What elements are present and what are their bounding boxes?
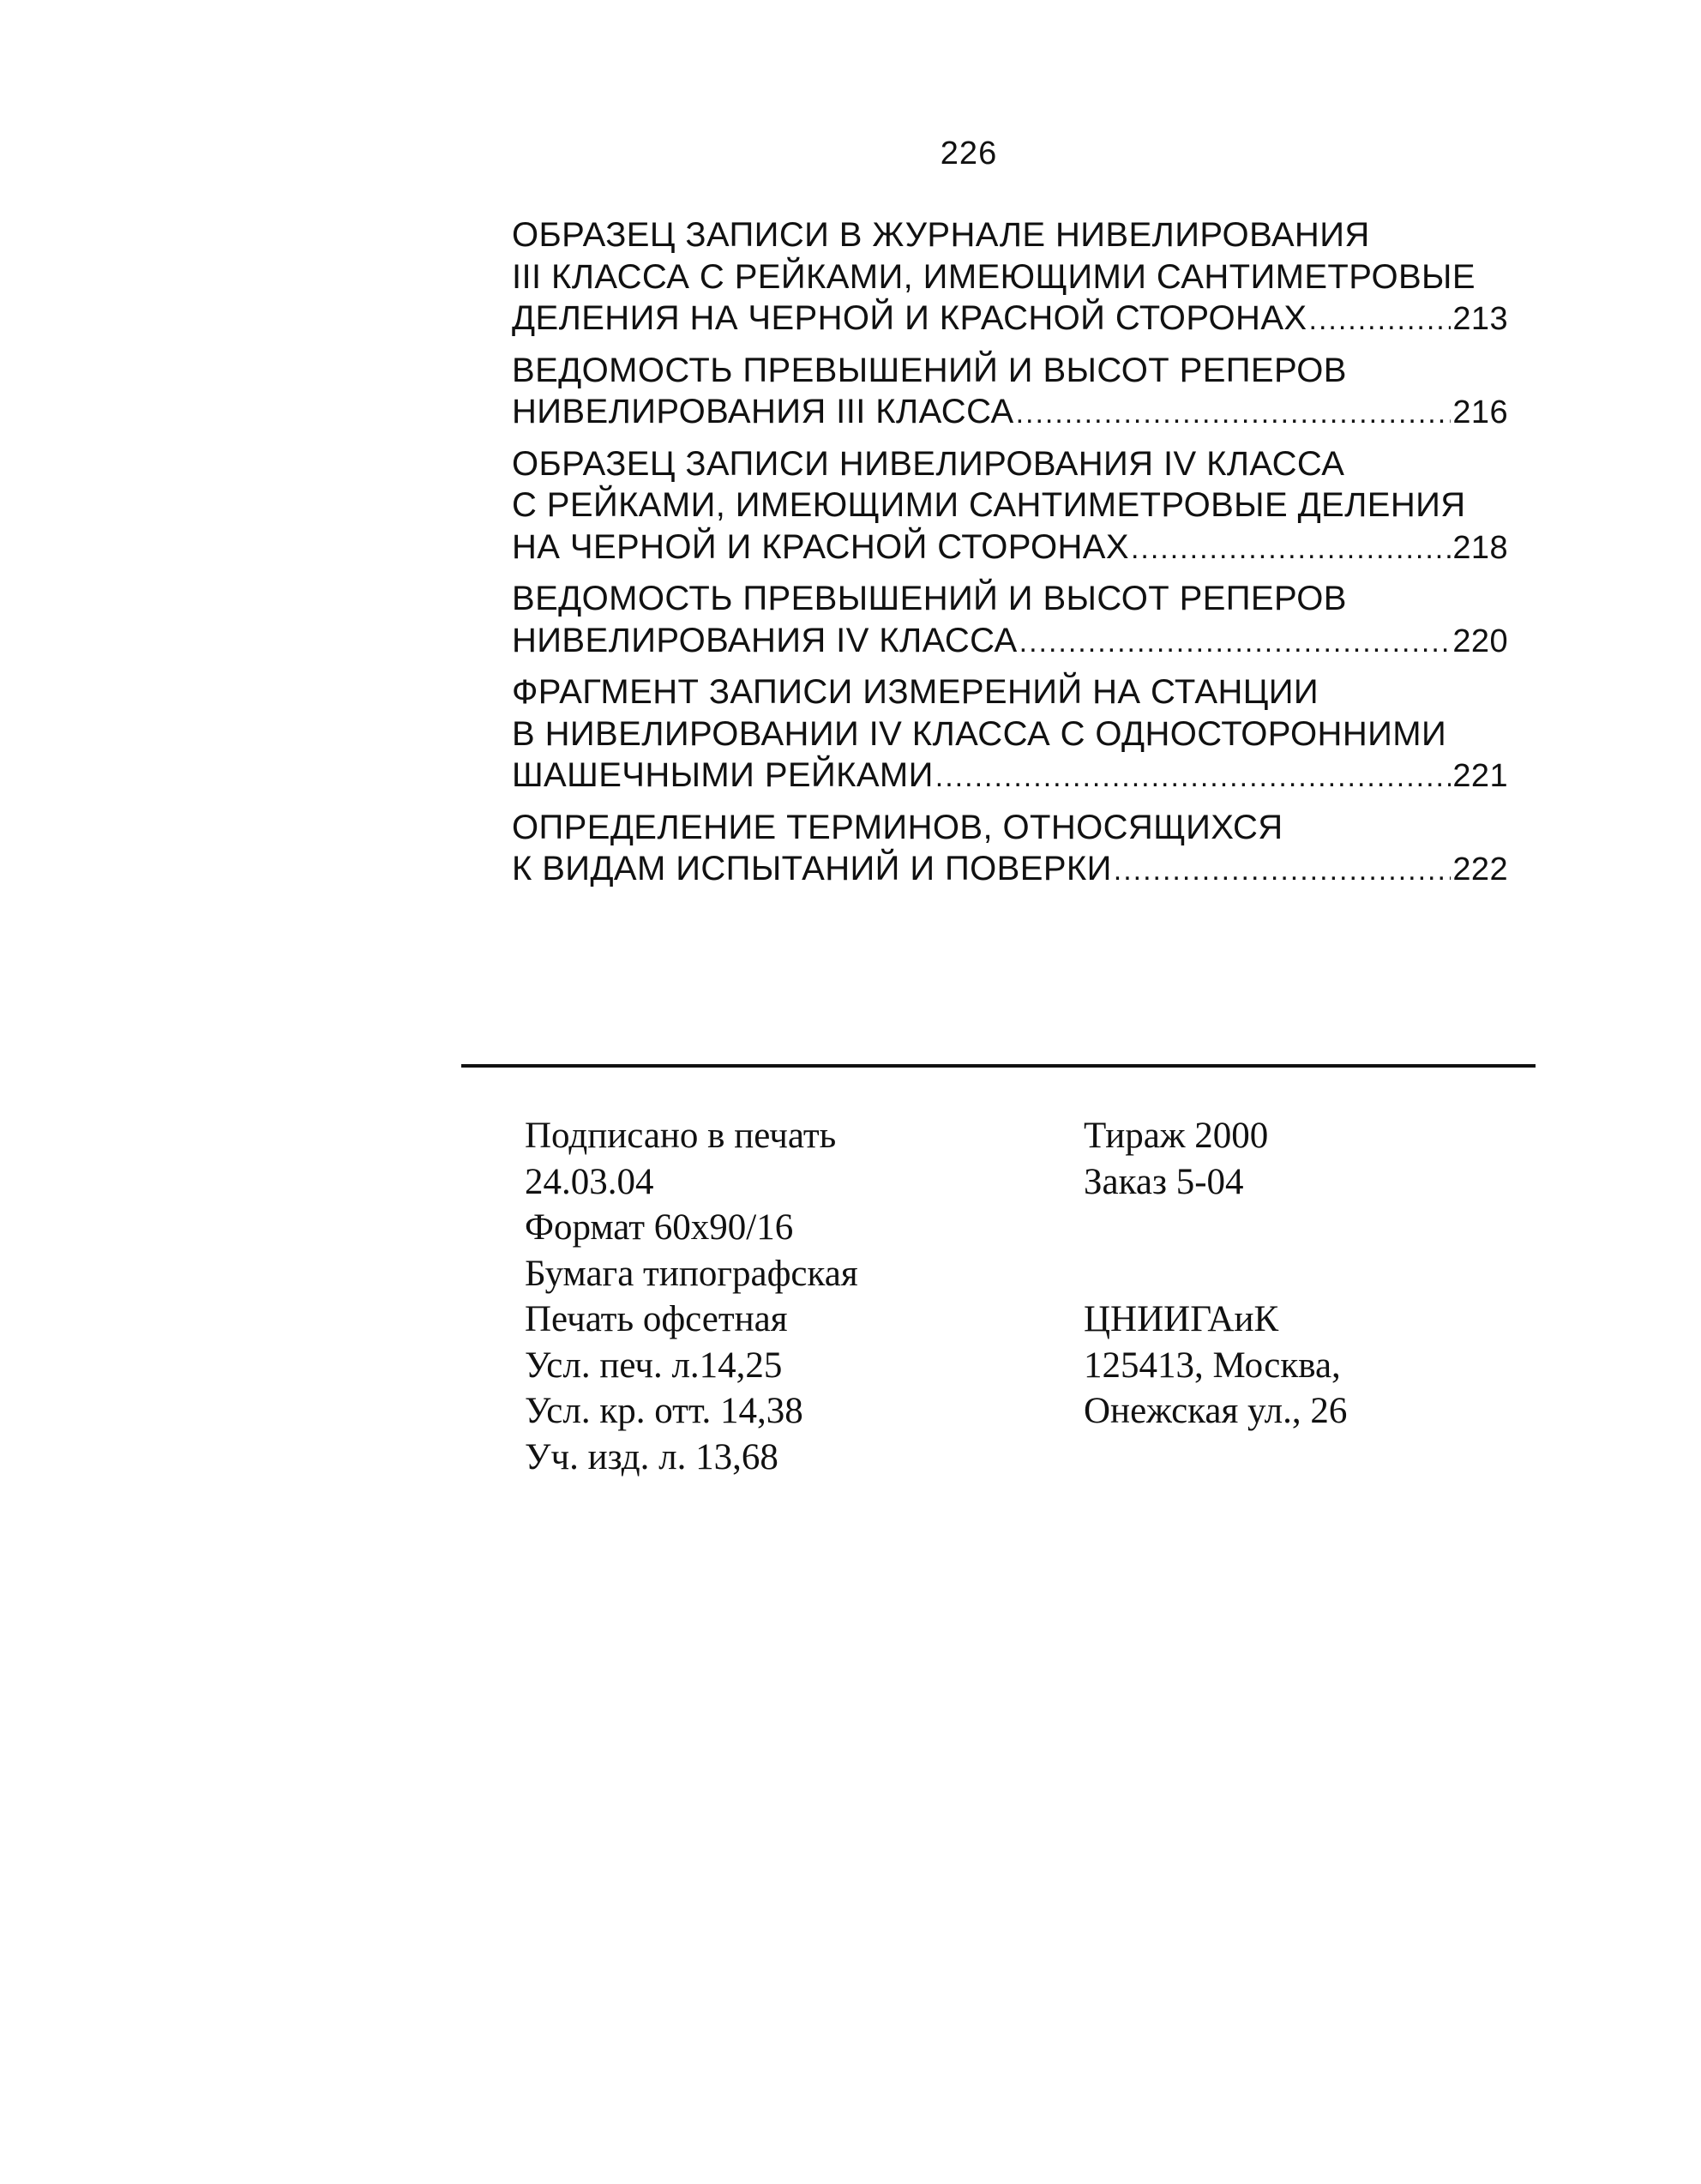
- printing-type: Печать офсетная: [525, 1299, 788, 1339]
- toc-entry: [512, 807, 1508, 892]
- toc-entry-last-line: [512, 755, 1508, 798]
- dot-leader: [935, 756, 1452, 798]
- toc-entry-last-line: [512, 526, 1508, 570]
- dot-leader: [1114, 850, 1452, 892]
- toc-page-number: 220: [1452, 623, 1508, 659]
- toc-entry-last-line: [512, 620, 1508, 664]
- print-sheets: Усл. печ. л.14,25: [525, 1345, 783, 1386]
- toc-entry-line: ВЕДОМОСТЬ ПРЕВЫШЕНИЙ И ВЫСОТ РЕПЕРОВ: [512, 351, 1347, 389]
- toc-entry-line: ВЕДОМОСТЬ ПРЕВЫШЕНИЙ И ВЫСОТ РЕПЕРОВ: [512, 580, 1347, 617]
- toc-entry-line: В НИВЕЛИРОВАНИИ IV КЛАССА С ОДНОСТОРОННИМИ: [512, 714, 1447, 753]
- publisher-name: ЦНИИГАиК: [1084, 1299, 1279, 1339]
- toc-entry-line: ОБРАЗЕЦ ЗАПИСИ НИВЕЛИРОВАНИЯ IV КЛАССА: [512, 444, 1345, 483]
- table-of-contents: [512, 214, 1508, 900]
- toc-page-number: 213: [1452, 301, 1508, 337]
- format: Формат 60x90/16: [525, 1207, 794, 1248]
- color-prints: Усл. кр. отт. 14,38: [525, 1391, 803, 1431]
- toc-entry-line: С РЕЙКАМИ, ИМЕЮЩИМИ САНТИМЕТРОВЫЕ ДЕЛЕНИЯ: [512, 486, 1466, 524]
- toc-entry: [512, 350, 1508, 435]
- toc-entry-line: ОПРЕДЕЛЕНИЕ ТЕРМИНОВ, ОТНОСЯЩИХСЯ: [512, 808, 1283, 846]
- toc-entry-line: ДЕЛЕНИЯ НА ЧЕРНОЙ И КРАСНОЙ СТОРОНАХ: [512, 299, 1307, 337]
- toc-entry-last-line: [512, 848, 1508, 892]
- signed-date: 24.03.04: [525, 1161, 654, 1202]
- divider-rule: [461, 1064, 1536, 1068]
- dot-leader: [1016, 393, 1452, 435]
- order-number: Заказ 5-04: [1084, 1161, 1244, 1202]
- toc-entry-last-line: [512, 391, 1508, 435]
- toc-entry-line: ФРАГМЕНТ ЗАПИСИ ИЗМЕРЕНИЙ НА СТАНЦИИ: [512, 673, 1319, 711]
- signed-label: Подписано в печать: [525, 1116, 837, 1156]
- toc-entry-line: III КЛАССА С РЕЙКАМИ, ИМЕЮЩИМИ САНТИМЕТРОВЫЕ: [512, 257, 1476, 296]
- toc-page-number: 221: [1452, 758, 1508, 794]
- imprint-details: [525, 1113, 858, 1480]
- toc-entry: [512, 671, 1508, 798]
- paper-type: Бумага типографская: [525, 1253, 858, 1294]
- toc-entry-last-line: [512, 298, 1508, 341]
- publisher-city: 125413, Москва,: [1084, 1345, 1341, 1386]
- page-number: 226: [940, 135, 998, 171]
- circulation: Тираж 2000: [1084, 1116, 1269, 1156]
- toc-entry-line: НА ЧЕРНОЙ И КРАСНОЙ СТОРОНАХ: [512, 527, 1129, 566]
- imprint-publisher: [1084, 1113, 1347, 1435]
- toc-entry: [512, 214, 1508, 341]
- dot-leader: [1131, 528, 1451, 570]
- toc-entry-line: К ВИДАМ ИСПЫТАНИЙ И ПОВЕРКИ: [512, 850, 1112, 887]
- toc-page-number: 222: [1452, 851, 1508, 887]
- toc-entry-line: ОБРАЗЕЦ ЗАПИСИ В ЖУРНАЛЕ НИВЕЛИРОВАНИЯ: [512, 216, 1370, 254]
- publisher-street: Онежская ул., 26: [1084, 1391, 1348, 1431]
- toc-page-number: 216: [1452, 394, 1508, 430]
- toc-entry-line: НИВЕЛИРОВАНИЯ IV КЛАССА: [512, 621, 1018, 659]
- dot-leader: [1309, 299, 1452, 341]
- toc-entry: [512, 443, 1508, 570]
- toc-page-number: 218: [1452, 529, 1508, 566]
- publisher-sheets: Уч. изд. л. 13,68: [525, 1436, 778, 1477]
- spacer: [1084, 1205, 1347, 1297]
- toc-entry-line: НИВЕЛИРОВАНИЯ III КЛАССА: [512, 393, 1014, 430]
- dot-leader: [1019, 622, 1452, 664]
- toc-entry: [512, 578, 1508, 663]
- toc-entry-line: ШАШЕЧНЫМИ РЕЙКАМИ: [512, 756, 934, 794]
